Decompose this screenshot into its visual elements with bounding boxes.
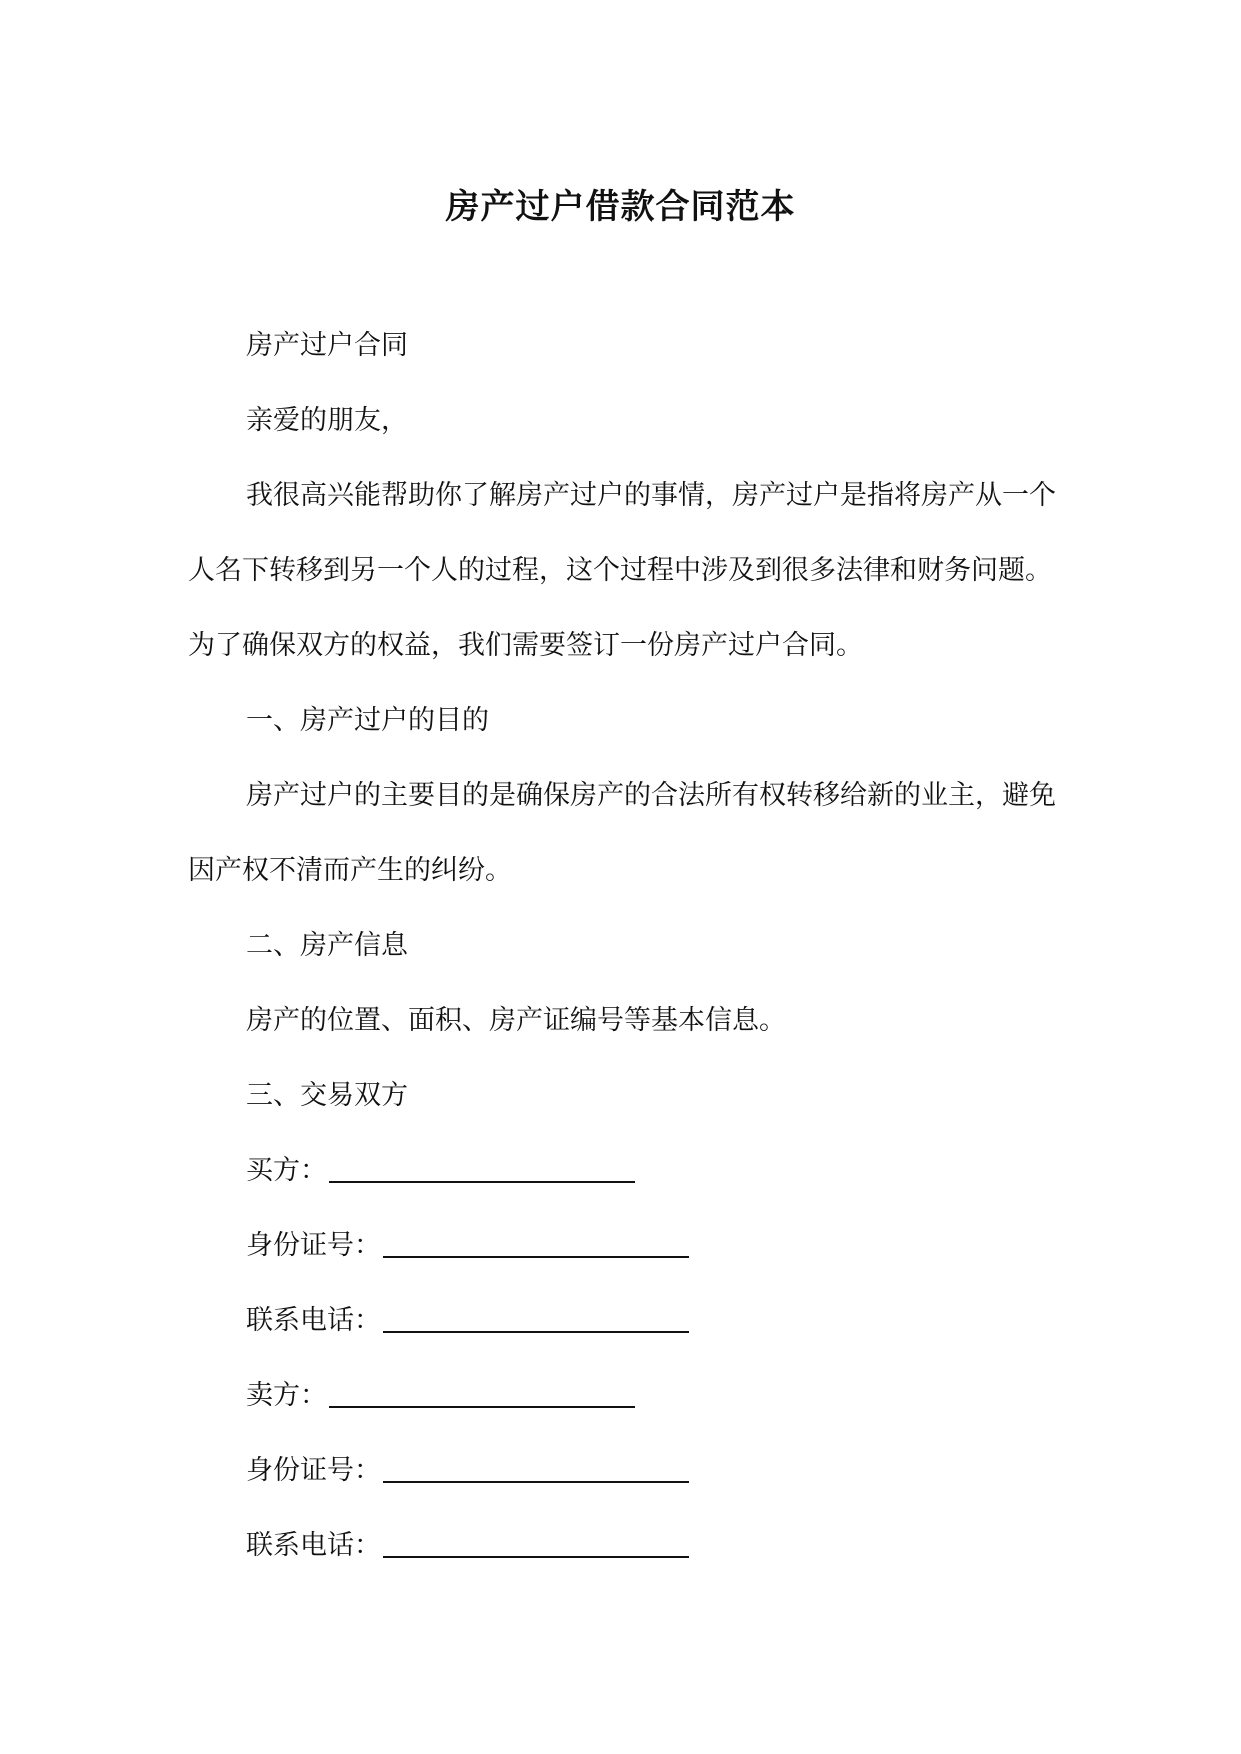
buyer-phone-label: 联系电话： <box>246 1305 381 1336</box>
buyer-id-label: 身份证号： <box>246 1230 381 1261</box>
section-3-title: 三、交易双方 <box>246 1080 408 1111</box>
seller-label: 卖方： <box>246 1380 327 1411</box>
seller-phone-label: 联系电话： <box>246 1530 381 1561</box>
seller-blank-line[interactable] <box>329 1406 635 1408</box>
buyer-field <box>188 1133 1068 1208</box>
contract-heading: 房产过户合同 <box>246 330 408 361</box>
seller-field <box>188 1358 1068 1433</box>
buyer-phone-field <box>188 1283 1068 1358</box>
document-body <box>188 308 1068 1583</box>
document-title: 房产过户借款合同范本 <box>445 187 796 227</box>
buyer-id-blank-line[interactable] <box>383 1256 689 1258</box>
buyer-phone-blank-line[interactable] <box>383 1331 689 1333</box>
section-2-paragraph: 房产的位置、面积、房产证编号等基本信息。 <box>246 1005 786 1036</box>
greeting-text: 亲爱的朋友， <box>246 405 408 436</box>
seller-phone-blank-line[interactable] <box>383 1556 689 1558</box>
seller-id-label: 身份证号： <box>246 1455 381 1486</box>
seller-id-field <box>188 1433 1068 1508</box>
seller-id-blank-line[interactable] <box>383 1481 689 1483</box>
buyer-id-field <box>188 1208 1068 1283</box>
intro-paragraph: 我很高兴能帮助你了解房产过户的事情，房产过户是指将房产从一个人名下转移到另一个人的过程，这个过程中涉及到很多法律和财务问题。为了确保双方的权益，我们需要签订一份房产过户合同。 <box>188 480 1056 661</box>
buyer-blank-line[interactable] <box>329 1181 635 1183</box>
buyer-label: 买方： <box>246 1155 327 1186</box>
section-2-title: 二、房产信息 <box>246 930 408 961</box>
section-1-title: 一、房产过户的目的 <box>246 705 489 736</box>
seller-phone-field <box>188 1508 1068 1583</box>
section-1-paragraph: 房产过户的主要目的是确保房产的合法所有权转移给新的业主，避免因产权不清而产生的纠纷。 <box>188 780 1056 886</box>
